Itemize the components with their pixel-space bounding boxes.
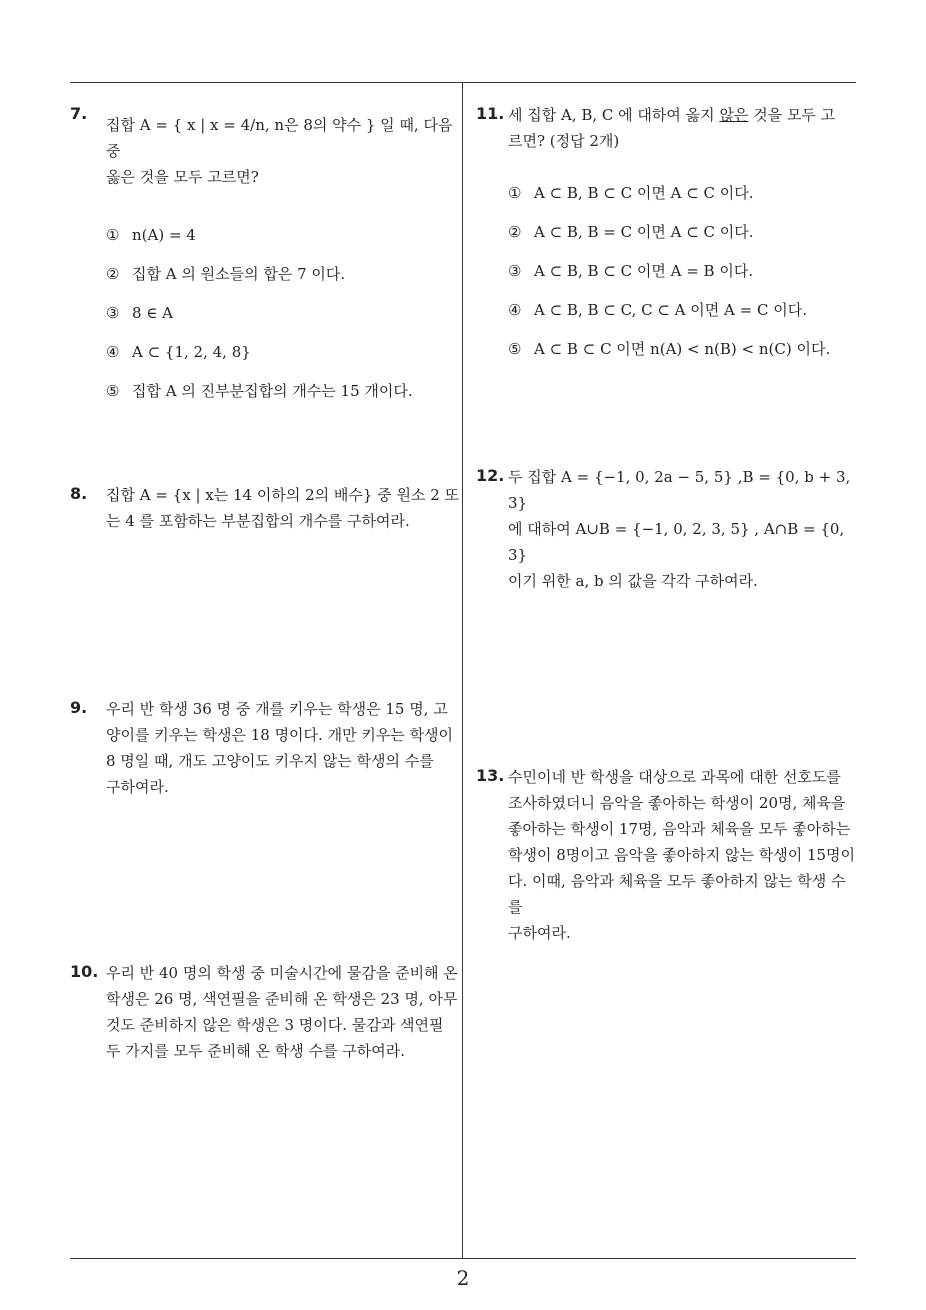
problem-text-part: 것을 모두 고 bbox=[748, 106, 836, 124]
problem-text-line: 좋아하는 학생이 17명, 음악과 체육을 모두 좋아하는 bbox=[508, 820, 851, 838]
choice-text: A ⊂ B, B = C 이면 A ⊂ C 이다. bbox=[534, 223, 754, 241]
choice-mark: ① bbox=[106, 226, 120, 244]
problem-text-line: 학생이 8명이고 음악을 좋아하지 않는 학생이 15명이 bbox=[508, 846, 856, 864]
problem-text-line: 구하여라. bbox=[508, 924, 571, 942]
column-divider bbox=[462, 82, 463, 1258]
problem-text-line: 수민이네 반 학생을 대상으로 과목에 대한 선호도를 bbox=[508, 768, 841, 786]
problem-text-line: 두 가지를 모두 준비해 온 학생 수를 구하여라. bbox=[106, 1042, 405, 1060]
problem-text-line: 우리 반 학생 36 명 중 개를 키우는 학생은 15 명, 고 bbox=[106, 700, 448, 718]
problem-number: 11. bbox=[476, 104, 505, 123]
choice-text: A ⊂ B ⊂ C 이면 n(A) < n(B) < n(C) 이다. bbox=[534, 340, 831, 358]
problem-text-line: 조사하였더니 음악을 좋아하는 학생이 20명, 체육을 bbox=[508, 794, 846, 812]
choice-text: n(A) = 4 bbox=[132, 226, 196, 244]
choice-5[interactable] bbox=[106, 372, 460, 411]
problem-text-line: 양이를 키우는 학생은 18 명이다. 개만 키우는 학생이 bbox=[106, 726, 454, 744]
choice-text: 집합 A 의 진부분집합의 개수는 15 개이다. bbox=[132, 382, 413, 400]
problem-number: 8. bbox=[70, 484, 88, 503]
choice-5[interactable] bbox=[508, 330, 858, 369]
choice-list bbox=[106, 216, 460, 411]
problem-text-line: 르면? (정답 2개) bbox=[508, 132, 620, 150]
bottom-rule bbox=[70, 1258, 856, 1259]
problem-text-line: 학생은 26 명, 색연필을 준비해 온 학생은 23 명, 아무 bbox=[106, 990, 458, 1008]
choice-text: A ⊂ {1, 2, 4, 8} bbox=[132, 343, 251, 361]
choice-mark: ③ bbox=[508, 262, 522, 280]
choice-3[interactable] bbox=[106, 294, 460, 333]
problem-text-part: 세 집합 A, B, C 에 대하여 옳지 bbox=[508, 106, 720, 124]
choice-mark: ④ bbox=[508, 301, 522, 319]
problem-text-line: 에 대하여 A∪B = {−1, 0, 2, 3, 5} , A∩B = {0, 3} bbox=[508, 520, 845, 564]
problem-number: 10. bbox=[70, 962, 99, 981]
choice-text: A ⊂ B, B ⊂ C, C ⊂ A 이면 A = C 이다. bbox=[534, 301, 807, 319]
problem-text-line: 8 명일 때, 개도 고양이도 키우지 않는 학생의 수를 bbox=[106, 752, 434, 770]
choice-mark: ⑤ bbox=[508, 340, 522, 358]
choice-mark: ② bbox=[508, 223, 522, 241]
problem-number: 12. bbox=[476, 466, 505, 485]
problem-text-line: 집합 A = {x | x는 14 이하의 2의 배수} 중 원소 2 또 bbox=[106, 486, 459, 504]
problem-number: 13. bbox=[476, 766, 505, 785]
problem-text-line: 두 집합 A = {−1, 0, 2a − 5, 5} ,B = {0, b + 3, 3} bbox=[508, 468, 851, 512]
underlined-word: 않은 bbox=[719, 106, 749, 124]
problem-text-line: 구하여라. bbox=[106, 778, 169, 796]
choice-list bbox=[508, 174, 858, 369]
page-number: 2 bbox=[456, 1266, 470, 1290]
choice-mark: ① bbox=[508, 184, 522, 202]
problem-text-line: 이기 위한 a, b 의 값을 각각 구하여라. bbox=[508, 572, 758, 590]
choice-text: 집합 A 의 원소들의 합은 7 이다. bbox=[132, 265, 346, 283]
choice-4[interactable] bbox=[106, 333, 460, 372]
choice-2[interactable] bbox=[508, 213, 858, 252]
problem-text-line: 것도 준비하지 않은 학생은 3 명이다. 물감과 색연필 bbox=[106, 1016, 444, 1034]
choice-mark: ④ bbox=[106, 343, 120, 361]
top-rule bbox=[70, 82, 856, 83]
problem-text-line: 는 4 를 포함하는 부분집합의 개수를 구하여라. bbox=[106, 512, 410, 530]
problem-text-line: 다. 이때, 음악과 체육을 모두 좋아하지 않는 학생 수를 bbox=[508, 872, 846, 916]
problem-number: 7. bbox=[70, 104, 88, 123]
problem-text-line: 집합 A = { x | x = 4/n, n은 8의 약수 } 일 때, 다음 중 bbox=[106, 116, 453, 160]
choice-4[interactable] bbox=[508, 291, 858, 330]
problem-text-line: 우리 반 40 명의 학생 중 미술시간에 물감을 준비해 온 bbox=[106, 964, 458, 982]
choice-text: 8 ∈ A bbox=[132, 304, 174, 322]
choice-3[interactable] bbox=[508, 252, 858, 291]
choice-mark: ② bbox=[106, 265, 120, 283]
choice-mark: ③ bbox=[106, 304, 120, 322]
choice-mark: ⑤ bbox=[106, 382, 120, 400]
problem-text-line: 옳은 것을 모두 고르면? bbox=[106, 168, 259, 186]
choice-1[interactable] bbox=[106, 216, 460, 255]
choice-text: A ⊂ B, B ⊂ C 이면 A ⊂ C 이다. bbox=[534, 184, 754, 202]
problem-number: 9. bbox=[70, 698, 88, 717]
choice-2[interactable] bbox=[106, 255, 460, 294]
choice-1[interactable] bbox=[508, 174, 858, 213]
choice-text: A ⊂ B, B ⊂ C 이면 A = B 이다. bbox=[534, 262, 754, 280]
problem-text-line bbox=[508, 102, 858, 128]
